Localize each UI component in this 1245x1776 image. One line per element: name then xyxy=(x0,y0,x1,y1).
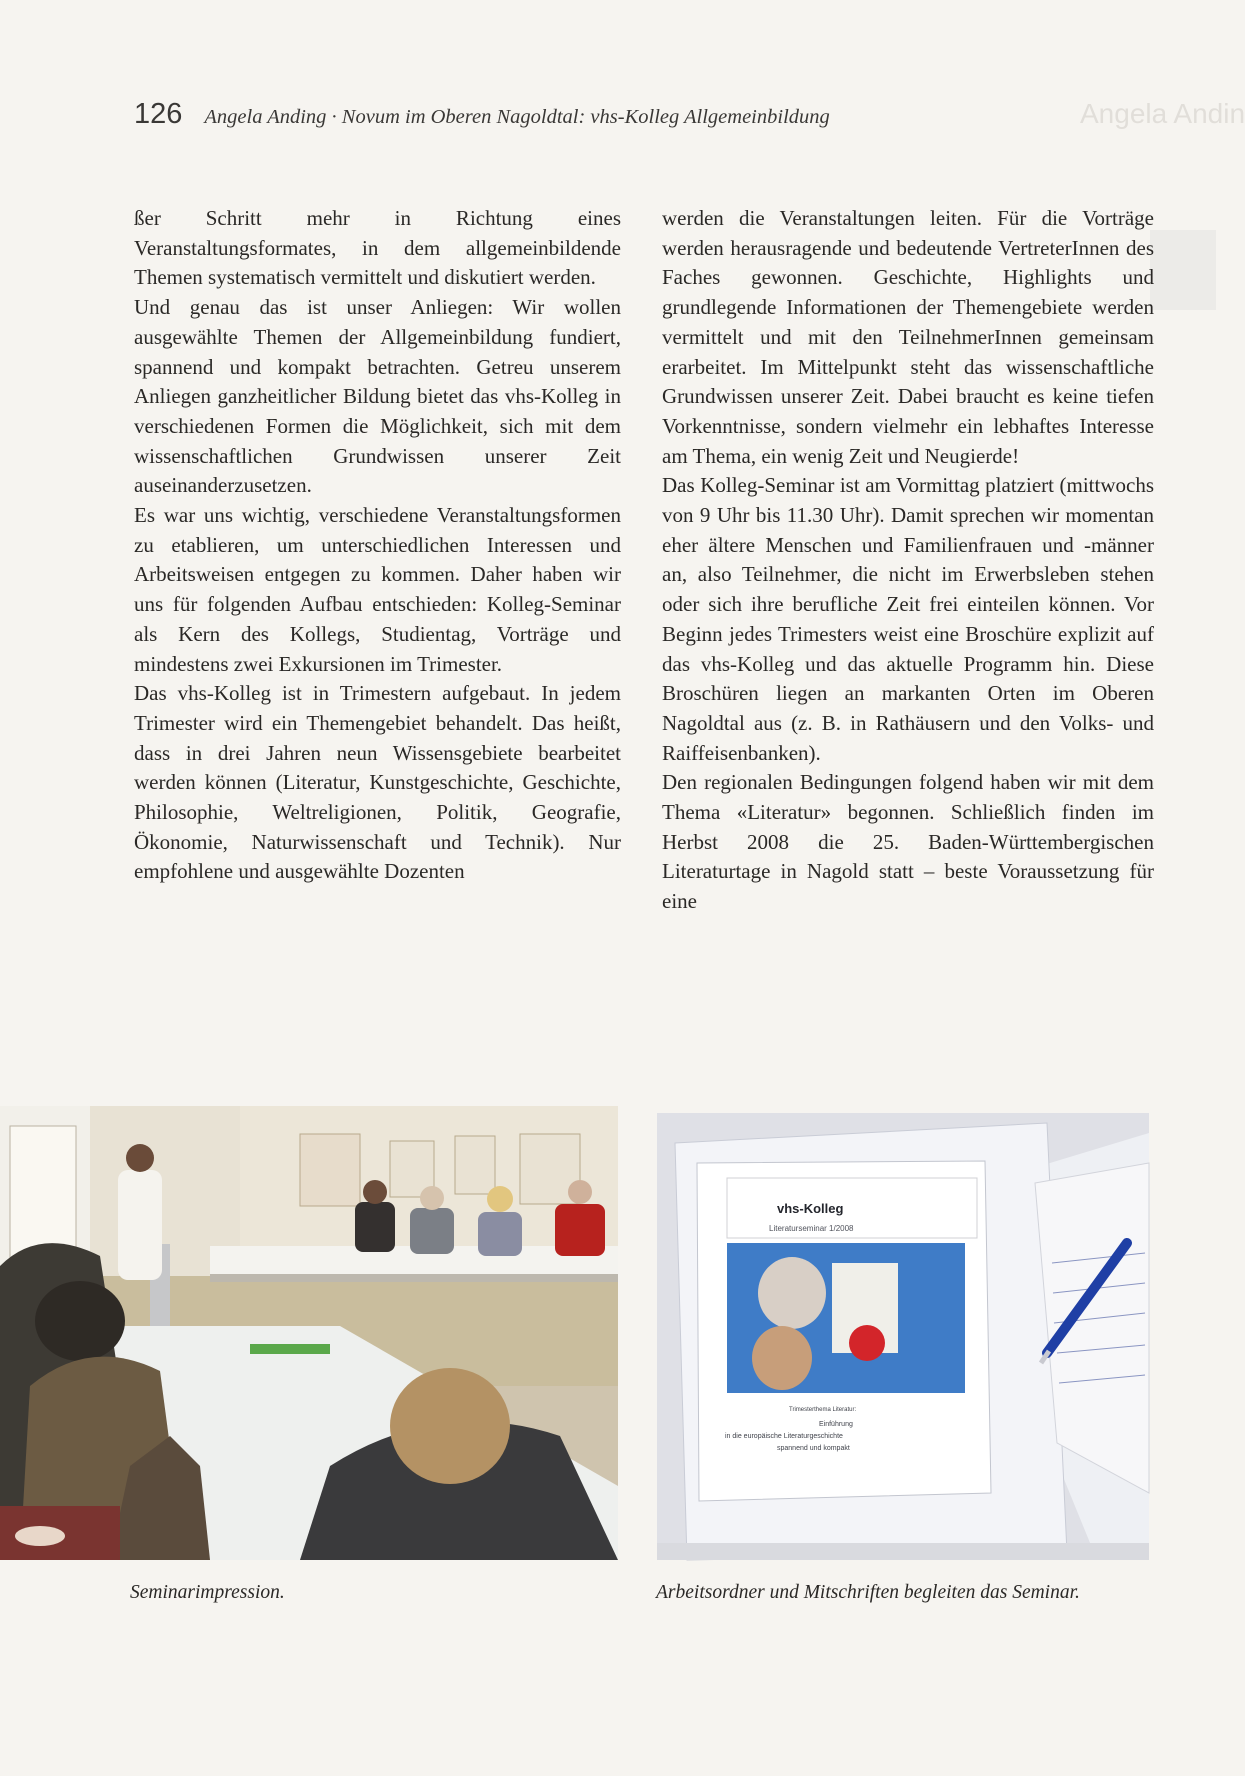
left-text-column xyxy=(134,204,621,1066)
figure-caption: Seminarimpression. xyxy=(130,1582,285,1603)
paragraph: Den regionalen Bedingungen folgend haben wir mit dem Thema «Literatur» begonnen. Schließlich finden im Herbst 2008 die 25. Baden-Württembergischen Literaturtage in Nagold statt – beste Voraussetzung für eine xyxy=(662,770,1154,914)
binder-subtitle: Literaturseminar 1/2008 xyxy=(769,1224,854,1233)
paragraph: ßer Schritt mehr in Richtung eines Veranstaltungsformates, in dem allgemeinbildende Themen systematisch vermittelt und diskutiert werden. xyxy=(134,206,621,290)
right-text-column xyxy=(662,204,1154,1066)
bleed-through-text: Angela Andin xyxy=(1080,98,1245,129)
binder-photo-illustration xyxy=(657,1113,1149,1560)
binder-title: vhs-Kolleg xyxy=(777,1201,844,1216)
page-number: 126 xyxy=(134,98,183,130)
paragraph: Das Kolleg-Seminar ist am Vormittag platziert (mittwochs von 9 Uhr bis 11.30 Uhr). Damit sprechen wir momentan eher ältere Menschen und Familienfrauen und -männer an, also Teilnehmer, die nicht im Erwerbsleben stehen oder sich ihre berufliche Zeit frei einteilen können. Vor Beginn jedes Trimesters weist eine Broschüre explizit auf das vhs-Kolleg und das aktuelle Programm hin. Diese Broschüren liegen an markanten Orten im Oberen Nagoldtal aus (z. B. in Rathäusern und den Volks- und Raiffeisenbanken). xyxy=(662,473,1154,765)
binder-text-1: Trimesterthema Literatur: xyxy=(789,1407,857,1413)
running-title: Angela Anding · Novum im Oberen Nagoldtal: vhs-Kolleg Allgemeinbildung xyxy=(204,106,830,128)
binder-text-3: in die europäische Literaturgeschichte xyxy=(725,1433,843,1440)
paragraph: Das vhs-Kolleg ist in Trimestern aufgebaut. In jedem Trimester wird ein Themengebiet behandelt. Das heißt, dass in drei Jahren neun Wissensgebiete bearbeitet werden können (Literatur, Kunstgeschichte, Geschichte, Philosophie, Weltreligionen, Politik, Geografie, Ökonomie, Naturwissenschaft und Technik). Nur empfohlene und ausgewählte Dozenten xyxy=(134,681,621,884)
page-header xyxy=(134,98,974,138)
paragraph: Es war uns wichtig, verschiedene Veranstaltungsformen zu etablieren, um unterschiedlichen Interessen und Arbeitsweisen entgegen zu kommen. Daher haben wir uns für folgenden Aufbau entschieden: Kolleg-Seminar als Kern des Kollegs, Studientag, Vorträge und mindestens zwei Exkursionen im Trimester. xyxy=(134,503,621,676)
figure-caption: Arbeitsordner und Mitschriften begleiten das Seminar. xyxy=(656,1582,1080,1603)
seminar-photo-illustration xyxy=(0,1106,618,1560)
binder-text-4: spannend und kompakt xyxy=(777,1445,850,1452)
seminar-photo xyxy=(0,1106,618,1560)
paragraph: Und genau das ist unser Anliegen: Wir wollen ausgewählte Themen der Allgemeinbildung fundiert, spannend und kompakt betrachten. Getreu unserem Anliegen ganzheitlicher Bildung bietet das vhs-Kolleg in verschiedenen Formen die Möglichkeit, sich mit dem wissenschaftlichen Grundwissen unserer Zeit auseinanderzusetzen. xyxy=(134,295,621,498)
binder-text-2: Einführung xyxy=(819,1421,853,1428)
bleed-through-block xyxy=(1150,230,1216,310)
binder-photo xyxy=(657,1113,1149,1560)
paragraph: werden die Veranstaltungen leiten. Für die Vorträge werden herausragende und bedeutende VertreterInnen des Faches gewonnen. Geschichte, Highlights und grundlegende Informationen der Themengebiete werden vermittelt und mit den TeilnehmerInnen gemeinsam erarbeitet. Im Mittelpunkt steht das wissenschaftliche Grundwissen unserer Zeit. Dabei braucht es keine tiefen Vorkenntnisse, sondern vielmehr ein lebhaftes Interesse am Thema, ein wenig Zeit und Neugierde! xyxy=(662,206,1154,468)
